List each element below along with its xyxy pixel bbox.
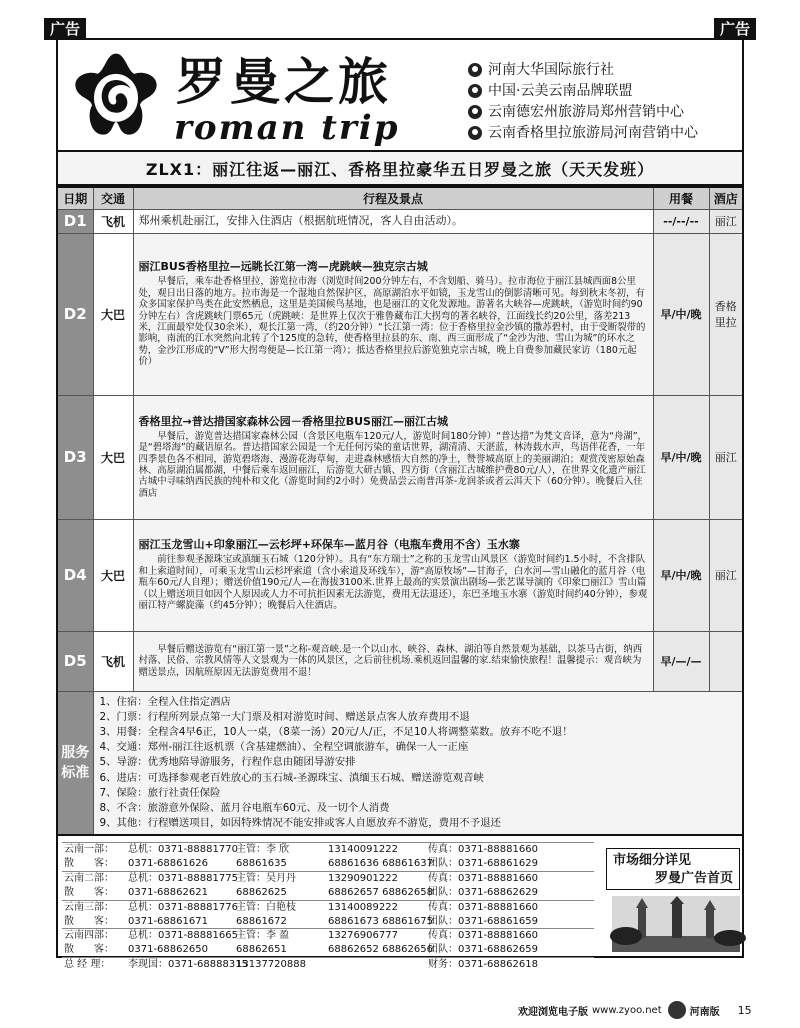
service-list (93, 691, 743, 835)
day-row-d5 (57, 631, 743, 691)
meal-label: 早/—/— (653, 631, 709, 691)
contact-cell-d: 财务：0371-68862618 (426, 958, 594, 972)
contact-cell-a: 0371-68862650 (128, 944, 208, 956)
hotel-label (709, 631, 743, 691)
contact-cell-k: 散 客： (64, 886, 114, 898)
itinerary-text: 郑州乘机赴丽江，安排入住酒店（根据航班情况，客人自由活动）。 (133, 209, 653, 233)
contact-cell-b: 68862625 (236, 886, 287, 898)
footer-site-link[interactable]: www.zyoo.net (592, 1004, 662, 1016)
brand-name-en: roman trip (174, 108, 400, 148)
contact-cell-c: 68862657 68862658 (328, 886, 433, 898)
flower-logo-icon (70, 50, 162, 142)
contact-cell-k: 总 经 理： (62, 958, 126, 972)
itinerary-title: 香格里拉→普达措国家森林公园－香格里拉BUS丽江—丽江古城 (138, 414, 448, 428)
contact-cell-k: 散 客： (64, 857, 114, 869)
hotel-label: 丽江 (709, 209, 743, 233)
org-item (468, 60, 698, 80)
day-label: D4 (57, 519, 93, 631)
footer-logo-icon (668, 1001, 686, 1019)
col-header-meal: 用餐 (653, 187, 709, 209)
contact-cell-c: 68861636 68861637 (328, 857, 433, 869)
org-name: 云南德宏州旅游局郑州营销中心 (488, 104, 684, 120)
org-item (468, 123, 698, 143)
contact-cell-d: 团队：0371-68862659 (428, 944, 538, 956)
brand-name-cn: 罗曼之旅 (176, 53, 392, 111)
contacts-table (62, 842, 594, 972)
org-item (468, 81, 698, 101)
ad-frame (56, 38, 744, 971)
org-item (468, 102, 698, 122)
transport-label: 飞机 (93, 631, 133, 691)
contact-cell-c: 13140089222 (326, 900, 426, 914)
contact-cell-c: 13290901222 (326, 871, 426, 885)
contact-row (62, 900, 594, 914)
contact-cell-d: 传真：0371-88881660 (426, 900, 594, 914)
transport-label: 大巴 (93, 519, 133, 631)
meal-label: 早/中/晚 (653, 233, 709, 395)
service-standard-row (57, 691, 743, 835)
contact-cell-k: 散 客： (64, 915, 114, 927)
itinerary-cell (133, 395, 653, 519)
contact-cell-k: 云南二部： (62, 871, 126, 885)
contact-cell-k: 云南一部： (62, 843, 126, 857)
ad-label-right: 广告 (714, 18, 756, 40)
contact-cell-c (326, 958, 426, 972)
org-name: 中国·云美云南品牌联盟 (488, 83, 633, 99)
contact-cell-a: 总机：0371-88881776 (128, 901, 238, 913)
footer-text: 欢迎浏览电子版 (518, 1006, 588, 1018)
transport-label: 飞机 (93, 209, 133, 233)
meal-label: --/--/-- (653, 209, 709, 233)
service-item: 3、用餐：全程含4早6正，10人一桌，（8菜一汤）20元/人/正，不足10人将调整菜数。放弃不吃不退！ (99, 725, 573, 738)
contact-cell-a: 0371-68862621 (128, 886, 208, 898)
promo-box (606, 848, 740, 948)
day-label: D3 (57, 395, 93, 519)
org-name: 河南大华国际旅行社 (488, 62, 614, 78)
day-row-d4 (57, 519, 743, 631)
promo-line-2: 罗曼广告首页 (654, 871, 733, 886)
service-item: 7、保险：旅行社责任保险 (99, 786, 221, 799)
hotel-label: 丽江 (709, 519, 743, 631)
day-row-d3 (57, 395, 743, 519)
contact-cell-c: 13276906777 (326, 929, 426, 943)
contact-cell-b: 68861635 (236, 857, 287, 869)
itinerary-text: 早餐后赠送游览有“丽江第一景”之称-观音峡.是一个以山水、峡谷、森林、湖泊等自然景观为基础，以茶马古街，纳西村落、民俗、宗教风情等人文景观为一体的风景区，之后前往机场.乘机返回温馨的家.结束愉快旅程！温馨提示：观音峡为赠送景点，因航班原因无法游览费用不退！ (138, 643, 643, 678)
service-item: 4、交通：郑州-丽江往返机票（含基建燃油）、全程空调旅游车，确保一人一正座 (99, 741, 469, 754)
itinerary-title: 丽江玉龙雪山+印象丽江—云杉坪+环保车—蓝月谷（电瓶车费用不含）玉水寨 (138, 538, 520, 552)
itinerary-title: 丽江BUS香格里拉—远眺长江第一湾—虎跳峡—独克宗古城 (138, 260, 428, 274)
meal-label: 早/中/晚 (653, 395, 709, 519)
contact-cell-a: 0371-68861671 (128, 915, 208, 927)
service-item: 2、门票：行程所列景点第一大门票及相对游览时间、赠送景点客人放弃费用不退 (99, 710, 470, 723)
day-label: D1 (57, 209, 93, 233)
brand-header (56, 38, 744, 150)
org-list (468, 60, 698, 144)
transport-label: 大巴 (93, 233, 133, 395)
contact-cell-b: 13137720888 (234, 958, 326, 972)
contact-row (62, 871, 594, 885)
itinerary-cell (133, 631, 653, 691)
day-label: D2 (57, 233, 93, 395)
contact-cell-b: 68862651 (236, 944, 287, 956)
itinerary-text: 前往参观圣源珠宝或滇缅玉石城（120分钟）。具有“东方瑞士”之称的玉龙雪山风景区（游览时间约1.5小时，不含排队和上索道时间），可乘玉龙雪山云杉坪索道（含小索道及环线车），游“高原牧场”—甘海子，白水河—雪山融化的蓝月谷（电瓶车60元/人自理）；赠送价值190元/人—在海拔3100米.世界上最高的实景演出剧场—张艺谋导演的《印象□丽江》雪山篇（以上赠送项目如因个人原因或人力不可抗拒因素无法游览，费用无法退还），东巴圣地玉水寨（游览时间约40分钟），参观丽江特产螺旋藻（约45分钟）；晚餐后入住酒店。 (138, 554, 648, 612)
pagoda-photo (612, 896, 740, 952)
contact-cell-d: 传真：0371-88881660 (426, 843, 594, 857)
col-header-itinerary: 行程及景点 (133, 187, 653, 209)
contacts-box (56, 834, 744, 971)
contact-row (62, 843, 594, 857)
contact-cell-d: 传真：0371-88881660 (426, 871, 594, 885)
promo-line-1: 市场细分详见 (613, 853, 692, 868)
service-item: 5、导游：优秀地陪导游服务，行程作息由随团导游安排 (99, 756, 356, 769)
contact-cell-b: 主管：白艳枝 (234, 900, 326, 914)
service-item: 9、其他：行程赠送项目，如因特殊情况不能安排或客人自愿放弃不游览，费用不予退还 (99, 817, 501, 830)
contact-row (62, 943, 594, 957)
itinerary-text: 早餐后，游览普达措国家森林公园（含景区电瓶车120元/人，游览时间180分钟）“普达措”为梵文音译，意为“舟湖”，是“碧塔海”的藏语原名。普达措国家公园是一个无任何污染的童话世界，湖清清、天湛蓝，林涛载水声，鸟语伴花香，一年四季景色各不相同，游览碧塔海、漫游花海草甸，走进森林感悟大自然的净土，赞誉城高原上的美丽湖泊；观赏茂密原始森林、高原湖泊属都湖，中餐后乘车返回丽江，后游览大研古镇、四方街（含丽江古城维护费80元/人），在世界文化遗产丽江古城中寻味纳西民族的纯朴和文化（游览时间约2小时）免费品尝云南普洱茶-龙润茶或者云洱天下（60分钟）。晚餐后入住酒店 (138, 430, 647, 499)
route-title-bar (56, 150, 744, 186)
contact-cell-d: 团队：0371-68861629 (428, 857, 538, 869)
ad-label-left: 广告 (44, 18, 86, 40)
contact-cell-b: 68861672 (236, 915, 287, 927)
org-bullet-icon (468, 105, 482, 119)
page-footer (518, 1000, 768, 1020)
contact-cell-k: 云南三部： (62, 900, 126, 914)
col-header-transport: 交通 (93, 187, 133, 209)
contact-cell-d: 团队：0371-68861659 (428, 915, 538, 927)
service-label: 服务标准 (57, 691, 93, 835)
table-header-row (57, 187, 743, 209)
service-item: 1、住宿：全程入住指定酒店 (99, 695, 231, 708)
contact-cell-c: 13140091222 (326, 843, 426, 857)
day-label: D5 (57, 631, 93, 691)
col-header-hotel: 酒店 (709, 187, 743, 209)
transport-label: 大巴 (93, 395, 133, 519)
promo-text-box (606, 848, 740, 890)
contact-cell-b: 主管：李 盈 (234, 929, 326, 943)
org-name: 云南香格里拉旅游局河南营销中心 (488, 125, 698, 141)
page-number: 15 (737, 1003, 752, 1017)
itinerary-text: 早餐后，乘车赴香格里拉，游览拉市海（浏览时间200分钟左右，不含划船、骑马）。拉市海位于丽江县城西面8公里处，观日出日落的地方。拉市海是一个湿地自然保护区，高原湖泊水平如镜，玉龙雪山的倒影清晰可见。每到秋末冬初，有众多国家保护鸟类在此安然栖息，这里是美国候鸟基地，也是丽江的文化发源地。游著名大峡谷—虎跳峡，（游览时间约90分钟左右）含虎跳峡门票65元（虎跳峡：是世界上仅次于雅鲁藏布江大拐弯的著名峡谷，江面线长约20公里，落差213米，江面最窄处仅30余米），观长江第一湾，（约20分钟）“长江第一湾：位于香格里拉金沙镇的撒苏碧村，由于受断裂带的影响，南流的江水突然向北转了个125度的急转，使香格里拉县的东、南、西三面形成了“金沙为池、雪山为城”的环水之势，金沙江形成的“V”形大拐弯便是—长江第一湾）；抵达香格里拉后游览独克宗古城，晚上自费参加藏民家访（180元起价） (138, 276, 646, 368)
contact-row (62, 915, 594, 929)
contact-cell-a: 李现国：0371-68888315 (128, 959, 248, 971)
contact-cell-b: 主管：吴月丹 (234, 871, 326, 885)
meal-label: 早/中/晚 (653, 519, 709, 631)
org-bullet-icon (468, 84, 482, 98)
contact-cell-a: 0371-68861626 (128, 857, 208, 869)
contact-row (62, 857, 594, 871)
contact-cell-k: 散 客： (64, 944, 114, 956)
day-row-d2 (57, 233, 743, 395)
contact-row (62, 929, 594, 943)
itinerary-cell (133, 233, 653, 395)
contact-cell-a: 总机：0371-88881665 (128, 930, 238, 942)
org-bullet-icon (468, 126, 482, 140)
contact-cell-d: 团队：0371-68862629 (428, 886, 538, 898)
contact-cell-k: 云南四部： (62, 929, 126, 943)
hotel-label: 丽江 (709, 395, 743, 519)
service-item: 8、不含：旅游意外保险、蓝月谷电瓶车60元、及一切个人消费 (99, 801, 390, 814)
itinerary-table (56, 186, 744, 836)
hotel-label: 香格里拉 (709, 233, 743, 395)
contact-row (62, 958, 594, 972)
day-row-d1 (57, 209, 743, 233)
contact-cell-c: 68862652 68862656 (328, 944, 433, 956)
org-bullet-icon (468, 63, 482, 77)
contact-cell-a: 总机：0371-88881770 (128, 844, 238, 855)
route-title: ZLX1：丽江往返—丽江、香格里拉豪华五日罗曼之旅（天天发班） (145, 159, 655, 179)
contact-cell-a: 总机：0371-88881775 (128, 872, 238, 884)
itinerary-cell (133, 519, 653, 631)
footer-edition: 河南版 (689, 1006, 720, 1018)
contact-row (62, 886, 594, 900)
contact-cell-b: 主管：李 欣 (234, 843, 326, 857)
col-header-day: 日期 (57, 187, 93, 209)
contact-cell-d: 传真：0371-88881660 (426, 929, 594, 943)
contact-cell-c: 68861673 68861675 (328, 915, 433, 927)
service-item: 6、进店：可选择参观老百姓放心的玉石城-圣源珠宝、滇缅玉石城、赠送游览观音峡 (99, 771, 484, 784)
